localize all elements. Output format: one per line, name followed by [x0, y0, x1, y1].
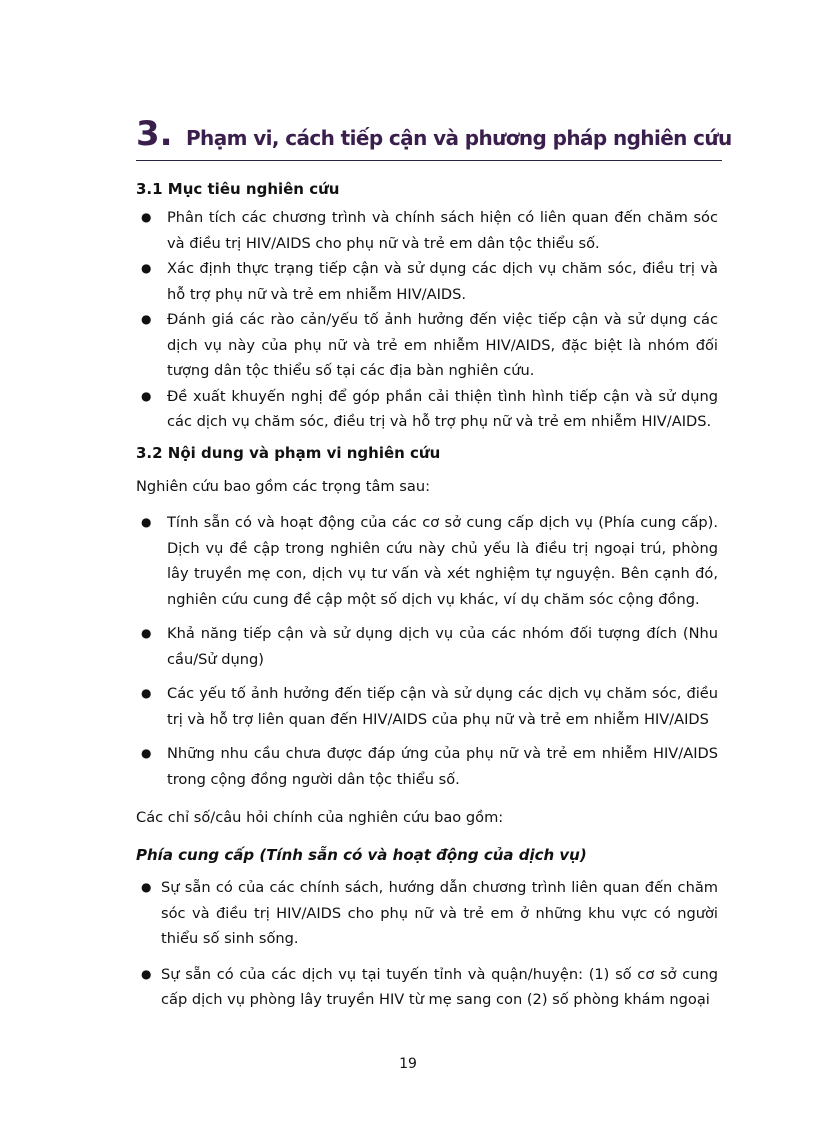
list-item: ● Những nhu cầu chưa được đáp ứng của phụ nữ và trẻ em nhiễm HIV/AIDS trong cộng đồng người dân tộc thiểu số. — [141, 745, 718, 788]
list-item: ● Các yếu tố ảnh hưởng đến tiếp cận và sử dụng các dịch vụ chăm sóc, điều trị và hỗ trợ liên quan đến HIV/AIDS của phụ nữ và trẻ em nhiễm HIV/AIDS — [141, 685, 718, 728]
supply-side-heading: Phía cung cấp (Tính sẵn có và hoạt động của dịch vụ) — [136, 846, 587, 864]
chapter-heading — [136, 112, 732, 161]
list-item: ● Sự sẵn có của các chính sách, hướng dẫn chương trình liên quan đến chăm sóc và điều trị HIV/AIDS cho phụ nữ và trẻ em ở những khu vực có người thiểu số sinh sống. — [141, 879, 718, 947]
list-item: ● Xác định thực trạng tiếp cận và sử dụng các dịch vụ chăm sóc, điều trị và hỗ trợ phụ nữ và trẻ em nhiễm HIV/AIDS. — [141, 260, 718, 303]
indicators-intro: Các chỉ số/câu hỏi chính của nghiên cứu bao gồm: — [136, 809, 504, 826]
list-item: ● Sự sẵn có của các dịch vụ tại tuyến tỉnh và quận/huyện: (1) số cơ sở cung cấp dịch vụ phòng lây truyền HIV từ mẹ sang con (2) số phòng khám ngoại — [141, 965, 718, 1008]
objectives-list — [136, 205, 718, 435]
supply-list — [136, 875, 718, 1013]
list-item: ● Phân tích các chương trình và chính sách hiện có liên quan đến chăm sóc và điều trị HIV/AIDS cho phụ nữ và trẻ em dân tộc thiểu số. — [141, 209, 718, 252]
chapter-number: 3. — [136, 114, 173, 154]
chapter-title: Phạm vi, cách tiếp cận và phương pháp nghiên cứu — [186, 126, 732, 150]
list-item: ● Đánh giá các rào cản/yếu tố ảnh hưởng đến việc tiếp cận và sử dụng các dịch vụ này của phụ nữ và trẻ em nhiễm HIV/AIDS, đặc biệt là nhóm đối tượng dân tộc thiểu số tại các địa bàn nghiên cứu. — [141, 311, 718, 379]
list-item: ● Đề xuất khuyến nghị để góp phần cải thiện tình hình tiếp cận và sử dụng các dịch vụ chăm sóc, điều trị và hỗ trợ phụ nữ và trẻ em nhiễm HIV/AIDS. — [141, 387, 718, 430]
section-heading-3-2: 3.2 Nội dung và phạm vi nghiên cứu — [136, 444, 441, 462]
list-item: ● Tính sẵn có và hoạt động của các cơ sở cung cấp dịch vụ (Phía cung cấp). Dịch vụ đề cập trong nghiên cứu này chủ yếu là điều trị ngoại trú, phòng lây truyền mẹ con, dịch vụ tư vấn và xét nghiệm tự nguyện. Bên cạnh đó, nghiên cứu cung đề cập một số dịch vụ khác, ví dụ chăm sóc cộng đồng. — [141, 514, 718, 608]
section-heading-3-1: 3.1 Mục tiêu nghiên cứu — [136, 180, 340, 198]
focus-list — [136, 510, 718, 792]
page-number: 19 — [399, 1056, 417, 1072]
list-item: ● Khả năng tiếp cận và sử dụng dịch vụ của các nhóm đối tượng đích (Nhu cầu/Sử dụng) — [141, 625, 718, 668]
section-intro: Nghiên cứu bao gồm các trọng tâm sau: — [136, 478, 430, 495]
